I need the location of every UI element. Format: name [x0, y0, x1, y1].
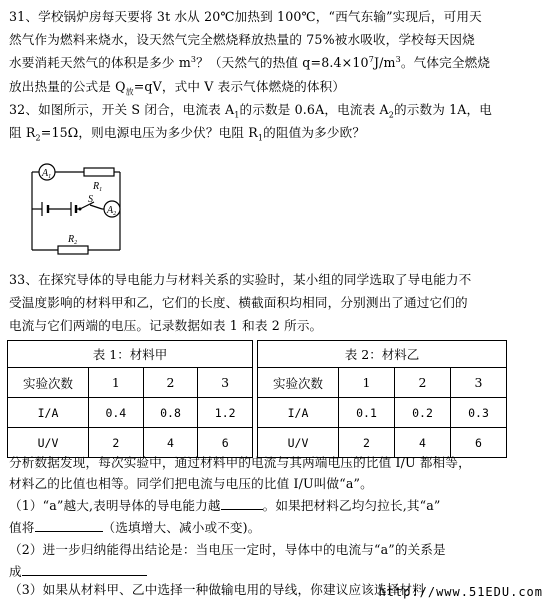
q31-line3: 水要消耗天然气的体积是多少 $m^3$？（天然气的热值 $q=8.4\times 10^7J/m^3$。气体完全燃烧 — [9, 54, 491, 70]
answer-blank-3[interactable] — [22, 562, 147, 576]
subquestion-1-line2: 值将 （选填增大、减小或不变)。 — [9, 520, 261, 535]
table-row — [8, 368, 253, 398]
q31-line1: 31、学校锅炉房每天要将 3t 水从 20℃加热到 100℃，“西气东输”实现后，可用天 — [9, 9, 482, 24]
watermark: http://www.51EDU.com — [378, 585, 543, 599]
table-cell: I/A — [258, 398, 339, 428]
table-cell: 2 — [339, 428, 395, 458]
table-row — [258, 368, 507, 398]
resistor-r1-icon — [84, 168, 114, 176]
table-material-b — [257, 340, 507, 458]
table-cell: U/V — [8, 428, 89, 458]
table1-caption: 表 1：材料甲 — [8, 341, 253, 368]
table-cell: 4 — [143, 428, 198, 458]
table-cell: 0.2 — [395, 398, 451, 428]
analysis-line2: 材料乙的比值也相等。同学们把电流与电压的比值 I/U叫做“a”。 — [9, 476, 373, 491]
answer-blank-1[interactable] — [221, 496, 263, 510]
table-cell: I/A — [8, 398, 89, 428]
subquestion-2-line2: 成 — [9, 561, 541, 583]
table-cell: 2 — [143, 368, 198, 398]
analysis-line1: 分析数据发现，每次实验中，通过材料甲的电流与其两端电压的比值 I/U 都相等， — [9, 455, 471, 470]
resistor-r2-icon — [58, 246, 88, 254]
table-material-a — [7, 340, 253, 458]
table-cell: 1.2 — [198, 398, 253, 428]
a1-label: $A_1$ — [42, 168, 52, 180]
table-cell: 0.1 — [339, 398, 395, 428]
r2-label: $R_2$ — [68, 234, 78, 246]
table-cell: 6 — [198, 428, 253, 458]
table-cell: 1 — [339, 368, 395, 398]
table-cell: 0.4 — [89, 398, 144, 428]
switch-label: S — [88, 194, 93, 205]
subquestion-2-line1: （2）进一步归纳能得出结论是：当电压一定时，导体中的电流与“a”的关系是 — [9, 542, 446, 557]
q33-line2: 受温度影响的材料甲和乙，它们的长度、横截面积均相同，分别测出了通过它们的 — [9, 295, 468, 310]
circuit-diagram — [18, 162, 168, 262]
table-cell: 0.8 — [143, 398, 198, 428]
table-cell: U/V — [258, 428, 339, 458]
table-cell: 2 — [89, 428, 144, 458]
table-cell: 3 — [451, 368, 507, 398]
q32-line1: 32、如图所示，开关 S 闭合，电流表 $A_1$的示数是 0.6A，电流表 $A_2$的示数为 1A，电 — [9, 102, 492, 120]
table-cell: 3 — [198, 368, 253, 398]
answer-blank-2[interactable] — [35, 518, 103, 532]
subquestion-1-line1: （1）“a”越大,表明导体的导电能力越 。如果把材料乙均匀拉长,其“a” — [9, 498, 441, 513]
table-cell: 实验次数 — [258, 368, 339, 398]
table-row — [258, 398, 507, 428]
subquestion-3-line1: （3）如果从材料甲、乙中选择一种做输电用的导线，你建议应该选择材料 — [9, 582, 425, 597]
table-cell: 6 — [451, 428, 507, 458]
table-row — [8, 398, 253, 428]
q31-line2: 然气作为燃料来烧水，设天然气完全燃烧释放热量的 75%被水吸收，学校每天因烧 — [9, 32, 475, 47]
r1-label: $R_1$ — [93, 181, 103, 193]
a2-label: $A_2$ — [107, 205, 117, 217]
table-cell: 1 — [89, 368, 144, 398]
q31-line4: 放出热量的公式是 $Q_放=qV$，式中 V 表示气体燃烧的体积） — [9, 79, 346, 97]
table-cell: 4 — [395, 428, 451, 458]
q33-line3: 电流与它们两端的电压。记录数据如表 1 和表 2 所示。 — [9, 318, 323, 333]
q32-line2: 阻 $R_2=15\Omega$，则电源电压为多少伏？电阻 $R_1$的阻值为多少欧？ — [9, 125, 366, 143]
table-cell: 0.3 — [451, 398, 507, 428]
q33-line1: 33、在探究导体的导电能力与材料关系的实验时，某小组的同学选取了导电能力不 — [9, 272, 472, 287]
table-cell: 2 — [395, 368, 451, 398]
table-cell: 实验次数 — [8, 368, 89, 398]
table2-caption: 表 2：材料乙 — [258, 341, 507, 368]
